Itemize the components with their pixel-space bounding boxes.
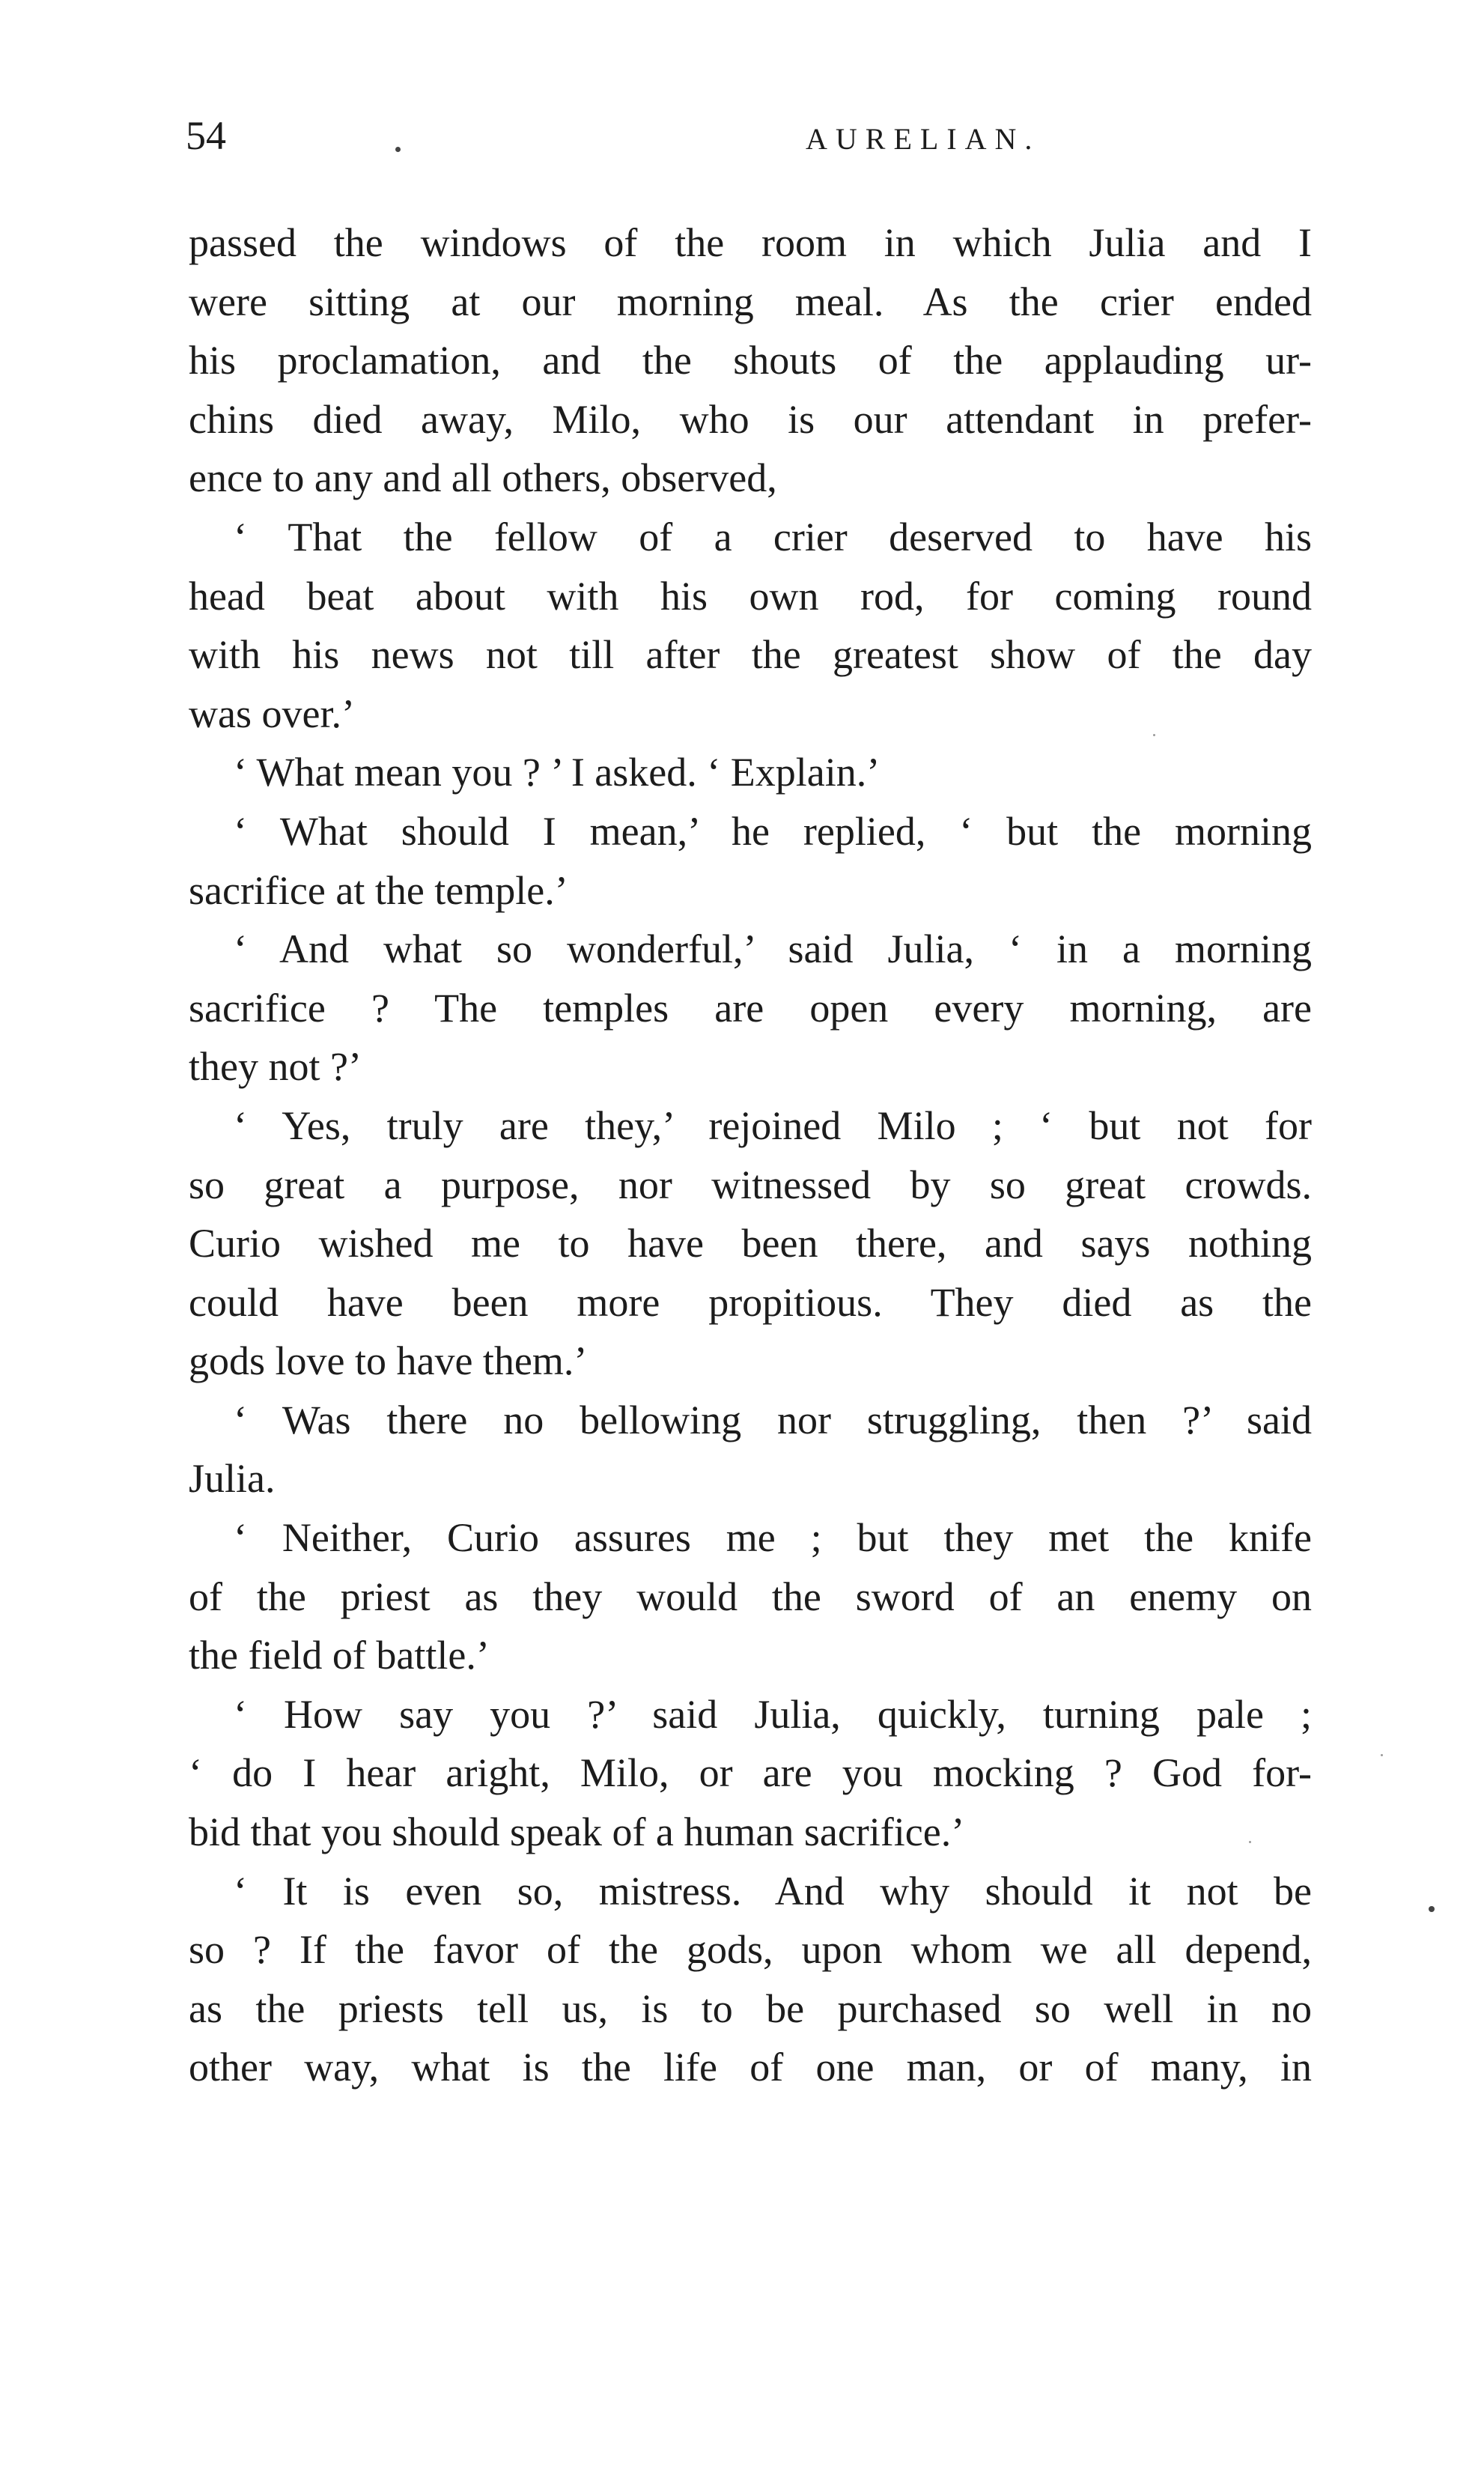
text-line: sacrifice ? The temples are open every morning, are: [189, 985, 1312, 1031]
text-line: bid that you should speak of a human sacrifice.’: [189, 1809, 965, 1855]
body-text: [189, 213, 1312, 2097]
text-line: his proclamation, and the shouts of the applauding ur-: [189, 338, 1312, 383]
text-line: ‘ Yes, truly are they,’ rejoined Milo ; ‘ but not for: [234, 1102, 1312, 1148]
text-line: ence to any and all others, observed,: [189, 455, 777, 501]
scan-speck: [1249, 1841, 1251, 1843]
text-line: so great a purpose, nor witnessed by so great crowds.: [189, 1162, 1312, 1207]
running-title: AURELIAN.: [806, 122, 1041, 156]
text-line: sacrifice at the temple.’: [189, 867, 568, 913]
text-line: ‘ Was there no bellowing nor struggling, then ?’ said: [234, 1397, 1312, 1442]
text-line: chins died away, Milo, who is our attendant in prefer-: [189, 396, 1312, 442]
text-line: ‘ What mean you ? ’ I asked. ‘ Explain.’: [234, 750, 881, 795]
scan-speck: [1429, 1906, 1435, 1912]
text-line: ‘ And what so wonderful,’ said Julia, ‘ in a morning: [234, 926, 1312, 972]
text-line: ‘ What should I mean,’ he replied, ‘ but the morning: [234, 808, 1312, 854]
text-line: the field of battle.’: [189, 1633, 490, 1678]
text-line: other way, what is the life of one man, or of many, in: [189, 2045, 1312, 2090]
text-line: so ? If the favor of the gods, upon whom we all depend,: [189, 1927, 1312, 1973]
text-line: Curio wished me to have been there, and says nothing: [189, 1221, 1312, 1266]
text-line: was over.’: [189, 691, 355, 736]
scan-speck: [395, 147, 401, 152]
text-line: Julia.: [189, 1456, 276, 1502]
text-line: with his news not till after the greatest show of the day: [189, 632, 1312, 678]
text-line: as the priests tell us, is to be purchased so well in no: [189, 1985, 1312, 2031]
text-line: ‘ do I hear aright, Milo, or are you mocking ? God for-: [189, 1750, 1312, 1796]
text-line: they not ?’: [189, 1044, 362, 1090]
text-line: were sitting at our morning meal. As the crier ended: [189, 279, 1312, 324]
scan-speck: [1381, 1754, 1383, 1756]
text-line: head beat about with his own rod, for coming round: [189, 573, 1312, 619]
text-line: ‘ Neither, Curio assures me ; but they met the knife: [234, 1515, 1312, 1561]
text-line: ‘ That the fellow of a crier deserved to have his: [234, 514, 1312, 559]
text-line: passed the windows of the room in which Julia and I: [189, 220, 1312, 265]
text-line: gods love to have them.’: [189, 1338, 588, 1384]
text-line: of the priest as they would the sword of an enemy on: [189, 1574, 1312, 1619]
scan-speck: [1153, 734, 1155, 736]
text-line: ‘ It is even so, mistress. And why should it not be: [234, 1868, 1312, 1914]
text-line: could have been more propitious. They died as the: [189, 1279, 1312, 1325]
running-head: [186, 112, 1316, 165]
page-number: 54: [186, 113, 226, 158]
text-line: ‘ How say you ?’ said Julia, quickly, turning pale ;: [234, 1691, 1312, 1737]
